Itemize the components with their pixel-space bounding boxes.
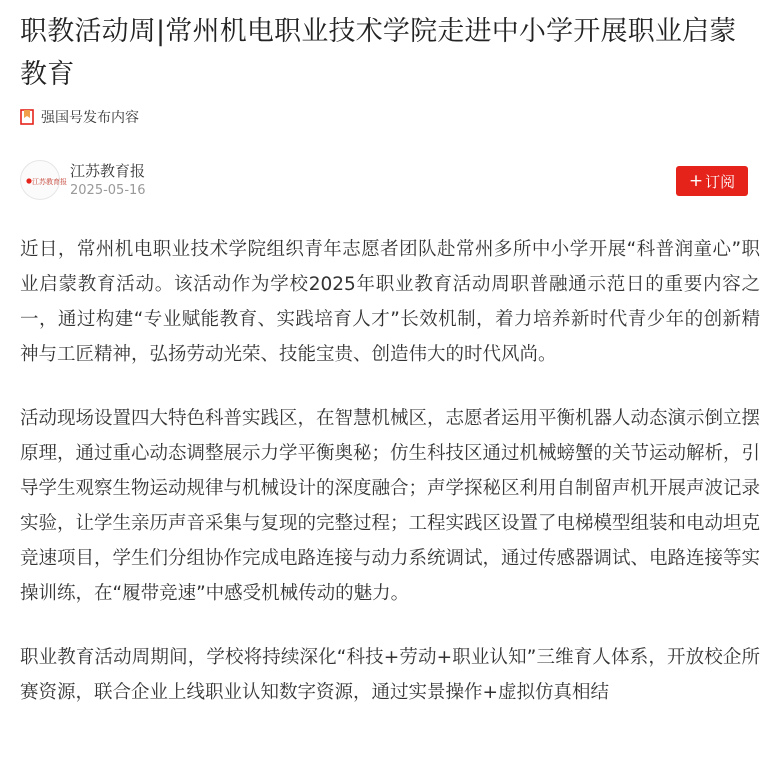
source-label: 强国号发布内容 — [41, 110, 139, 126]
avatar-logo-text: 江苏教育报 — [32, 178, 67, 186]
publish-date: 2025-05-16 — [70, 183, 146, 198]
article-body — [20, 232, 760, 739]
article-title: 职教活动周|常州机电职业技术学院走进中小学开展职业启蒙教育 — [20, 16, 737, 90]
plus-icon: + — [688, 170, 704, 191]
author-avatar[interactable] — [20, 160, 67, 200]
subscribe-button[interactable] — [676, 166, 748, 196]
author-name[interactable]: 江苏教育报 — [70, 162, 146, 180]
author-row — [20, 160, 748, 202]
article-paragraph-3: 职业教育活动周期间，学校将持续深化“科技+劳动+职业认知”三维育人体系，开放校企所赛资源，联合企业上线职业认知数字资源，通过实景操作+虚拟仿真相结 — [20, 647, 760, 703]
article-paragraph-1: 近日，常州机电职业技术学院组织青年志愿者团队赴常州多所中小学开展“科普润童心”职业启蒙教育活动。该活动作为学校2025年职业教育活动周职普融通示范日的重要内容之一，通过构建“专业赋能教育、实践培育人才”长效机制，着力培养新时代青少年的创新精神与工匠精神，弘扬劳动光荣、技能宝贵、创造伟大的时代风尚。 — [20, 239, 760, 365]
source-label-row — [20, 106, 139, 128]
article-paragraph-2: 活动现场设置四大特色科普实践区，在智慧机械区，志愿者运用平衡机器人动态演示倒立摆原理，通过重心动态调整展示力学平衡奥秘；仿生科技区通过机械螃蟹的关节运动解析，引导学生观察生物运动规律与机械设计的深度融合；声学探秘区利用自制留声机开展声波记录实验，让学生亲历声音采集与复现的完整过程；工程实践区设置了电梯模型组装和电动坦克竞速项目，学生们分组协作完成电路连接与动力系统调试，通过传感器调试、电路连接等实操训练，在“履带竞速”中感受机械传动的魅力。 — [20, 408, 761, 604]
subscribe-label: 订阅 — [705, 172, 736, 191]
bookmark-flag-icon — [20, 109, 34, 125]
